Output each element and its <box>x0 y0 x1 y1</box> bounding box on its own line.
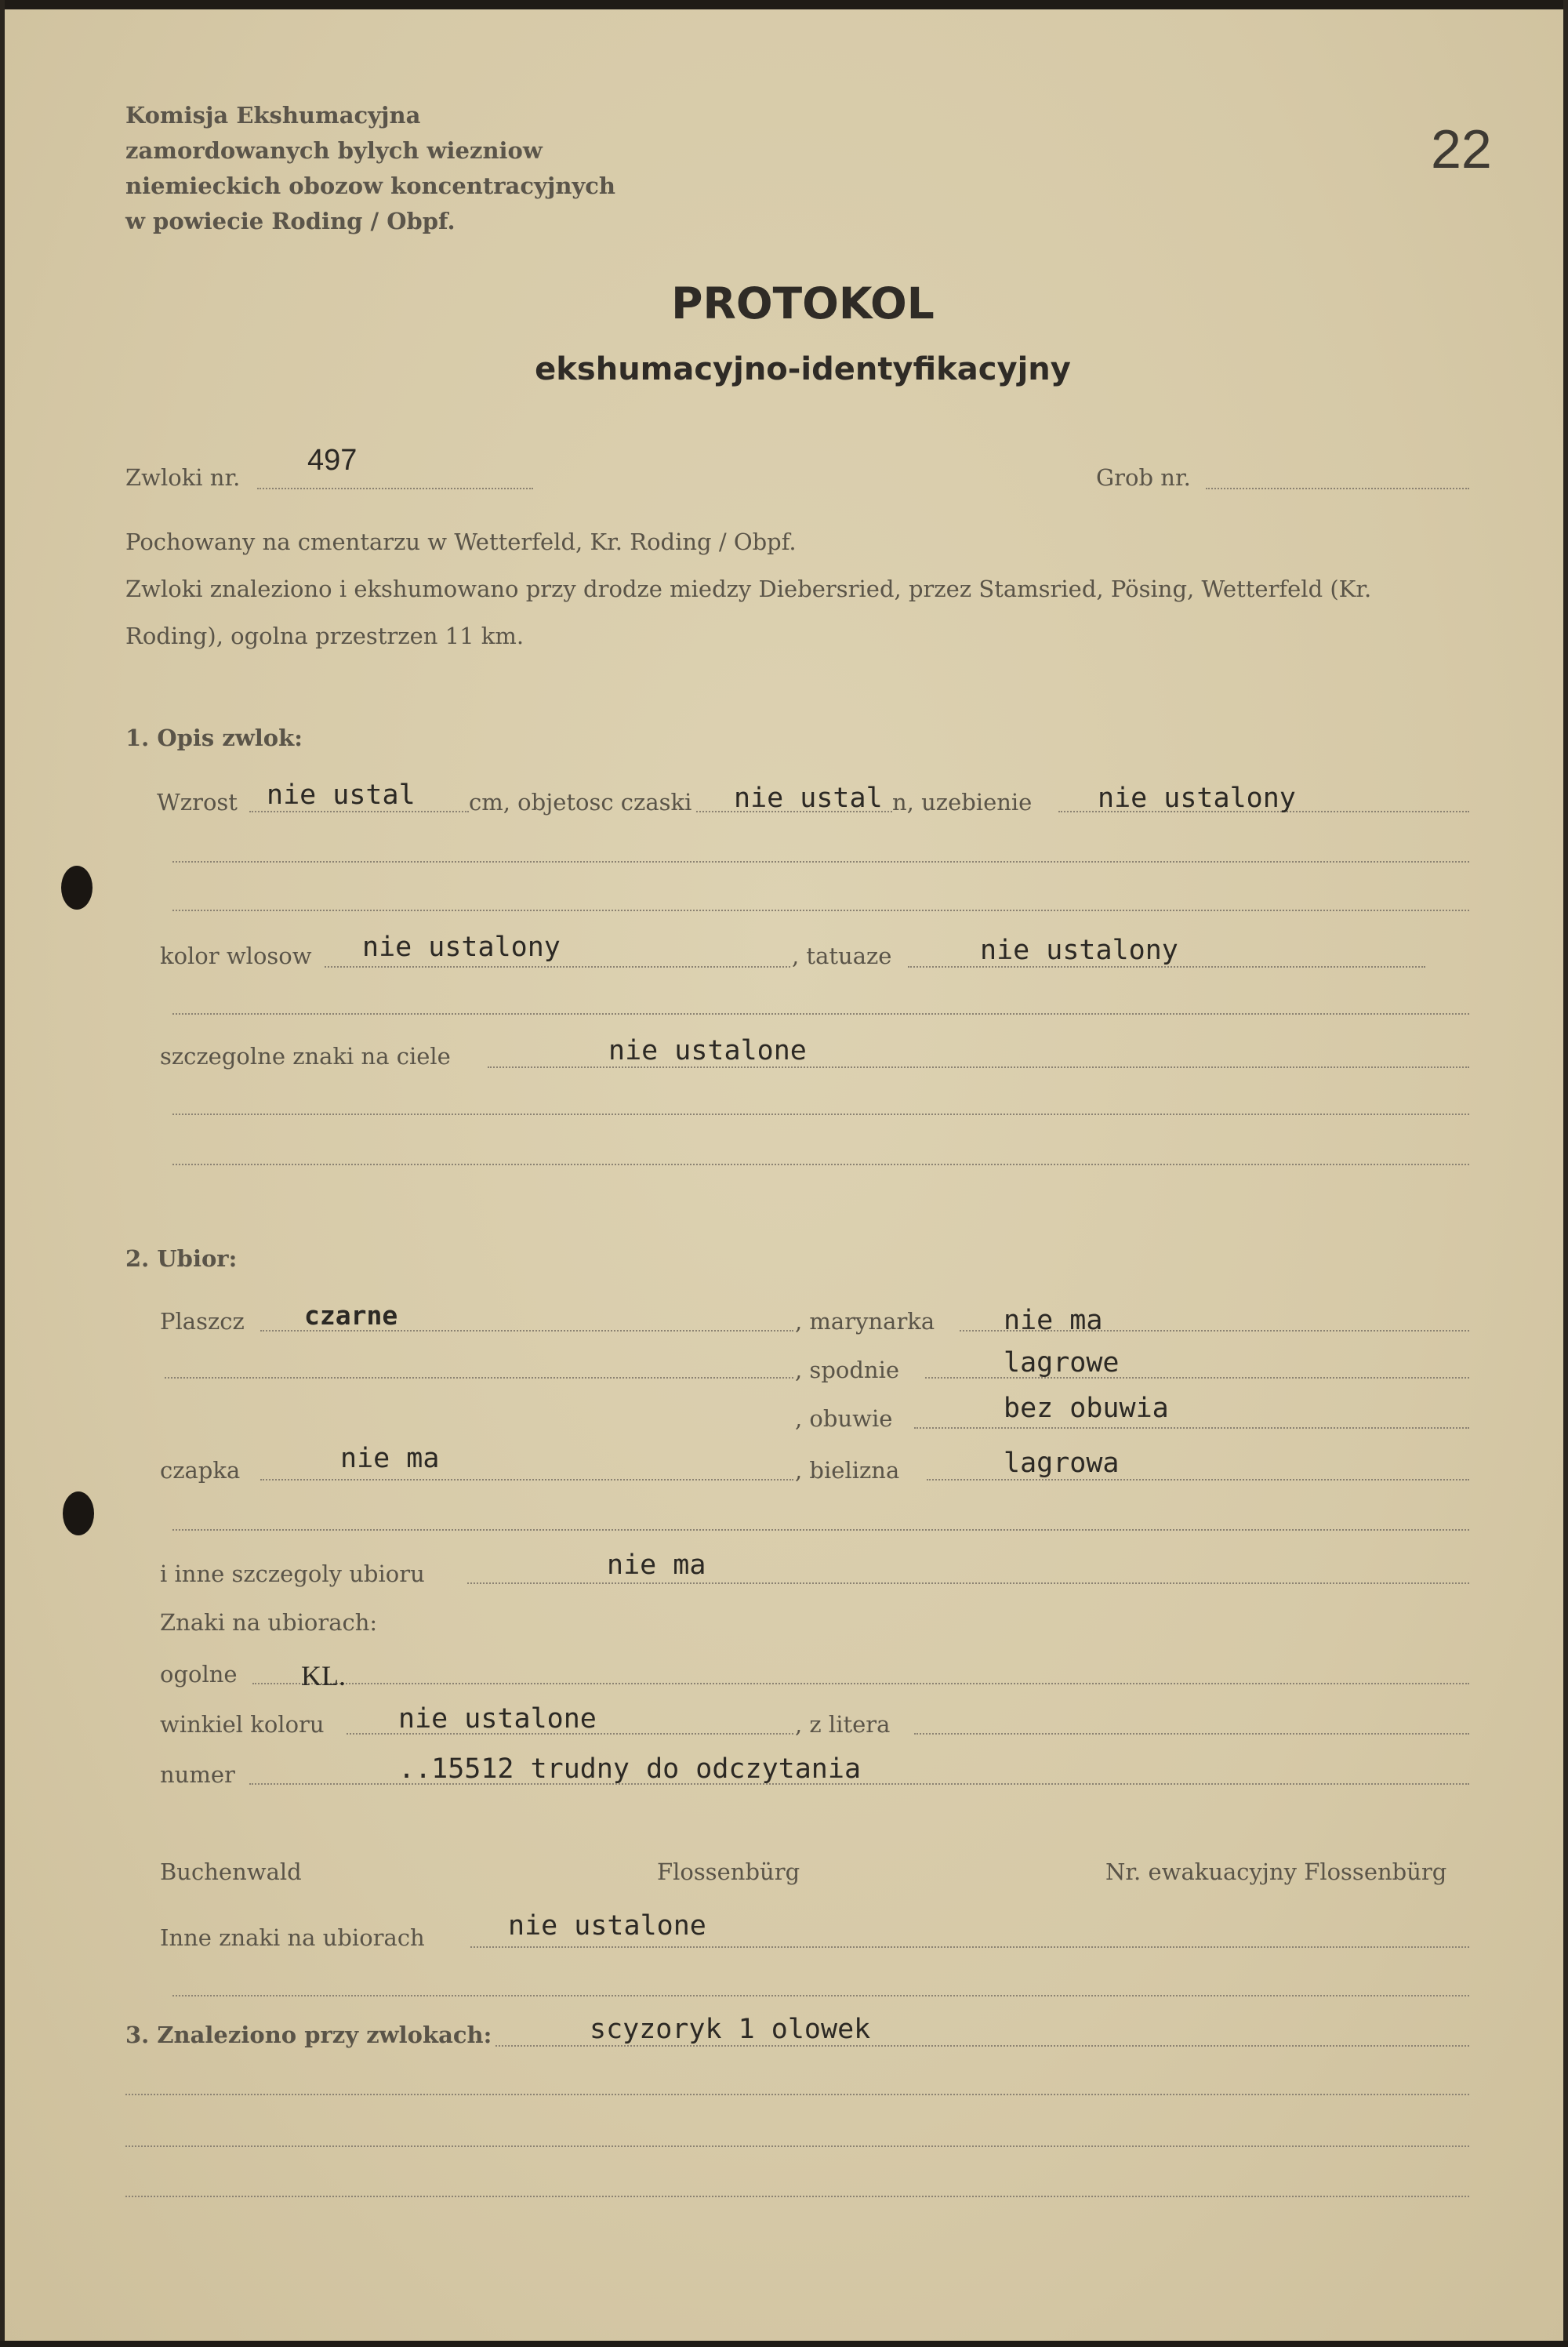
winkiel-label: winkiel koloru <box>160 1711 325 1738</box>
blank-line <box>125 2145 1469 2147</box>
tatuaze-value: nie ustalony <box>980 935 1178 966</box>
section2-heading: 2. Ubior: <box>125 1245 238 1272</box>
objetosc-unit: n, uzebienie <box>892 789 1033 816</box>
section1-heading: 1. Opis zwlok: <box>125 725 303 751</box>
commission-line: w powiecie Roding / Obpf. <box>125 208 456 234</box>
tatuaze-label: , tatuaze <box>792 943 892 969</box>
czapka-line <box>260 1479 793 1480</box>
flossenburg-label: Flossenbürg <box>657 1858 800 1885</box>
scan-edge-top <box>0 0 1568 9</box>
litera-line <box>914 1733 1469 1735</box>
litera-label: , z litera <box>795 1711 891 1738</box>
blank-line <box>172 1164 1469 1165</box>
czapka-value: nie ma <box>340 1443 440 1474</box>
wzrost-value: nie ustal <box>267 779 416 811</box>
section3-line <box>495 2045 1469 2047</box>
wzrost-unit: cm, objetosc czaski <box>469 789 692 816</box>
bielizna-value: lagrowa <box>1004 1448 1120 1479</box>
burial-place: Pochowany na cmentarzu w Wetterfeld, Kr. Roding / Obpf. <box>125 529 797 555</box>
document-subtitle: ekshumacyjno-identyfikacyjny <box>535 351 1071 387</box>
obuwie-line <box>914 1427 1469 1429</box>
grob-label: Grob nr. <box>1096 464 1191 491</box>
marynarka-value: nie ma <box>1004 1305 1103 1336</box>
uzebienie-value: nie ustalony <box>1098 783 1296 814</box>
blank-line <box>165 1377 793 1379</box>
zwloki-value: 497 <box>307 444 358 477</box>
wzrost-line <box>249 811 469 812</box>
inne-znaki-label: Inne znaki na ubiorach <box>160 1924 425 1951</box>
blank-line <box>172 1114 1469 1115</box>
numer-value: ..15512 trudny do odczytania <box>398 1753 862 1785</box>
zwloki-line <box>257 488 533 489</box>
znaki-value: nie ustalone <box>608 1035 807 1066</box>
numer-label: numer <box>160 1761 235 1788</box>
blank-line <box>125 2094 1469 2095</box>
exhumation-place-cont: Roding), ogolna przestrzen 11 km. <box>125 623 524 649</box>
inne-value: nie ma <box>607 1550 706 1581</box>
znaki-ubior-heading: Znaki na ubiorach: <box>160 1609 378 1636</box>
spodnie-value: lagrowe <box>1004 1347 1120 1379</box>
buchenwald-label: Buchenwald <box>160 1858 302 1885</box>
kolor-value: nie ustalony <box>362 932 561 963</box>
objetosc-value: nie ustal <box>734 783 883 814</box>
ogolne-label: ogolne <box>160 1661 238 1688</box>
zwloki-label: Zwloki nr. <box>125 464 241 491</box>
bielizna-line <box>927 1479 1469 1480</box>
ogolne-value: KL. <box>301 1660 346 1691</box>
blank-line <box>172 1013 1469 1015</box>
znaki-label: szczegolne znaki na ciele <box>160 1043 451 1070</box>
commission-line: zamordowanych bylych wiezniow <box>125 137 543 164</box>
scan-edge-bottom <box>0 2341 1568 2347</box>
ewakuacyjny-label: Nr. ewakuacyjny Flossenbürg <box>1105 1858 1447 1885</box>
plaszcz-label: Plaszcz <box>160 1308 245 1335</box>
commission-line: niemieckich obozow koncentracyjnych <box>125 173 616 199</box>
inne-znaki-line <box>470 1946 1469 1948</box>
blank-line <box>172 910 1469 911</box>
grob-line <box>1206 488 1469 489</box>
document-title: PROTOKOL <box>671 278 935 329</box>
blank-line <box>125 2196 1469 2197</box>
wzrost-label: Wzrost <box>157 789 238 816</box>
section3-value: scyzoryk 1 olowek <box>590 2014 871 2045</box>
inne-label: i inne szczegoly ubioru <box>160 1560 425 1587</box>
inne-line <box>467 1582 1469 1584</box>
section3-heading: 3. Znaleziono przy zwlokach: <box>125 2022 492 2048</box>
znaki-line <box>488 1066 1469 1068</box>
exhumation-place: Zwloki znaleziono i ekshumowano przy drodze miedzy Diebersried, przez Stamsried, Pösing, Wetterfeld (Kr. <box>125 576 1372 602</box>
obuwie-value: bez obuwia <box>1004 1393 1169 1424</box>
blank-line <box>172 1995 1469 1996</box>
kolor-label: kolor wlosow <box>160 943 312 969</box>
obuwie-label: , obuwie <box>795 1405 893 1432</box>
blank-line <box>172 861 1469 863</box>
inne-znaki-value: nie ustalone <box>508 1910 706 1942</box>
blank-line <box>172 1529 1469 1531</box>
winkiel-value: nie ustalone <box>398 1703 597 1735</box>
punch-hole-lower <box>63 1491 94 1535</box>
commission-header <box>125 98 615 239</box>
commission-line: Komisja Ekshumacyjna <box>125 102 421 129</box>
marynarka-label: , marynarka <box>795 1308 935 1335</box>
tatuaze-line <box>908 966 1425 968</box>
punch-hole-upper <box>61 866 93 910</box>
page-number: 22 <box>1431 118 1492 180</box>
bielizna-label: , bielizna <box>795 1457 900 1484</box>
czapka-label: czapka <box>160 1457 241 1484</box>
kolor-line <box>325 966 790 968</box>
ogolne-line <box>252 1683 1469 1684</box>
plaszcz-value: czarne <box>304 1300 398 1331</box>
spodnie-label: , spodnie <box>795 1357 900 1383</box>
